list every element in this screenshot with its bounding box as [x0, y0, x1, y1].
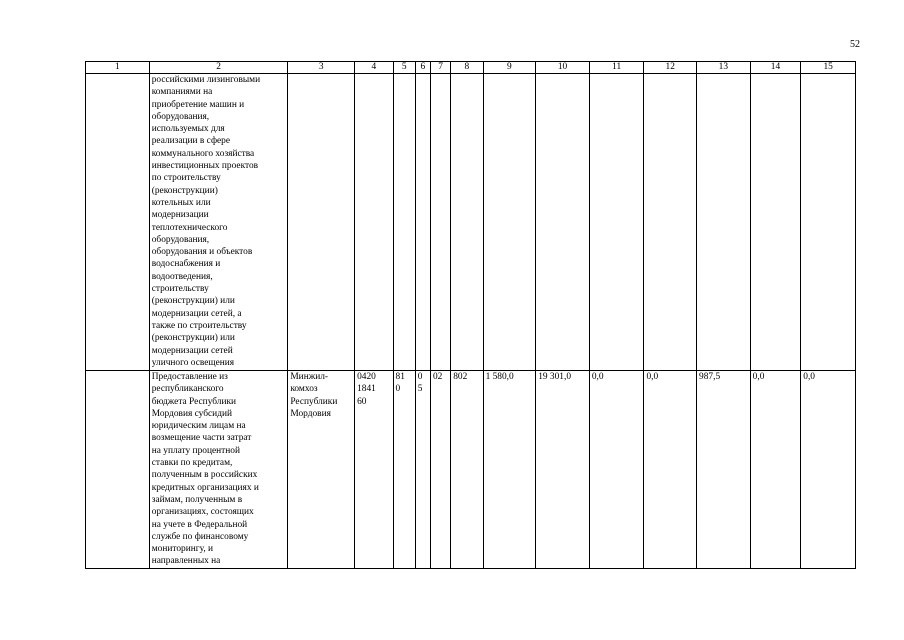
text-line: бюджета Республики [151, 396, 237, 407]
text-line: приобретение машин и [151, 99, 245, 110]
cell-description [149, 74, 288, 371]
cell-col14: 0,0 [750, 371, 801, 569]
cell-col10: 19 301,0 [536, 371, 590, 569]
page-number: 52 [850, 39, 860, 50]
cell-col12 [644, 74, 697, 371]
text-line: котельных или [151, 197, 211, 208]
column-header: 8 [451, 62, 483, 74]
text-line: по строительству [151, 173, 221, 184]
text-line: кредитных организациях и [151, 482, 259, 493]
column-header: 14 [750, 62, 801, 74]
text-line: комхоз [290, 384, 318, 395]
cell-col7 [430, 74, 450, 371]
text-line: реализации в сфере [151, 136, 231, 147]
text-line: также по строительству [151, 320, 247, 331]
text-line: (реконструкции) [151, 185, 218, 196]
text-line: республиканского [151, 384, 224, 395]
cell-col8: 802 [451, 371, 483, 569]
cell-col9 [483, 74, 536, 371]
column-header: 5 [393, 62, 415, 74]
cell-number [86, 74, 150, 371]
text-line: Мордовия [290, 408, 331, 419]
cell-col15: 0,0 [801, 371, 856, 569]
cell-col5 [393, 371, 415, 569]
text-line: Республики [290, 396, 338, 407]
text-line: модернизации сетей [151, 345, 233, 356]
text-line: 81 [395, 372, 405, 382]
text-line: коммунального хозяйства [151, 148, 255, 159]
text-line: компаниями на [151, 87, 213, 98]
column-header: 11 [589, 62, 644, 74]
text-line: (реконструкции) или [151, 333, 235, 344]
text-line: Мордовия субсидий [151, 408, 232, 419]
text-line: 60 [357, 396, 367, 407]
text-line: строительству [151, 284, 209, 295]
text-line: юридическим лицам на [151, 421, 246, 432]
cell-executor [288, 371, 355, 569]
cell-col5 [393, 74, 415, 371]
budget-table [85, 61, 856, 569]
column-header: 3 [288, 62, 355, 74]
text-line: возмещение части затрат [151, 433, 252, 444]
column-header: 9 [483, 62, 536, 74]
text-line: водоснабжения и [151, 259, 221, 270]
cell-col9: 1 580,0 [483, 371, 536, 569]
text-line: ставки по кредитам, [151, 458, 233, 469]
text-line: мониторингу, и [151, 544, 214, 555]
text-line: службе по финансовому [151, 531, 249, 542]
text-line: Предоставление из [151, 372, 228, 382]
text-line: модернизации [151, 210, 209, 221]
text-line: модернизации сетей, а [151, 308, 242, 319]
text-line: уличного освещения [151, 357, 235, 368]
cell-code [355, 371, 393, 569]
column-header: 6 [415, 62, 430, 74]
text-line: используемых для [151, 124, 225, 135]
text-line: инвестиционных проектов [151, 161, 259, 172]
cell-col6 [415, 371, 430, 569]
text-line: организациях, состоящих [151, 507, 254, 518]
column-header: 12 [644, 62, 697, 74]
text-line: полученным в российских [151, 470, 258, 481]
text-line: (реконструкции) или [151, 296, 235, 307]
cell-col11 [589, 74, 644, 371]
column-header: 15 [801, 62, 856, 74]
column-header: 13 [697, 62, 751, 74]
cell-col12: 0,0 [644, 371, 697, 569]
text-line: оборудования, [151, 234, 210, 245]
cell-col8 [451, 74, 483, 371]
table-header-row [86, 62, 856, 74]
column-header: 1 [86, 62, 150, 74]
text-line: оборудования и объектов [151, 247, 253, 258]
cell-col14 [750, 74, 801, 371]
cell-col6 [415, 74, 430, 371]
table-row [86, 371, 856, 569]
cell-col10 [536, 74, 590, 371]
text-line: 0 [395, 384, 401, 395]
text-line: на уплату процентной [151, 445, 240, 456]
cell-number [86, 371, 150, 569]
column-header: 7 [430, 62, 450, 74]
text-line: Минжил- [290, 372, 329, 382]
text-line: 0420 [357, 372, 376, 382]
column-header: 10 [536, 62, 590, 74]
text-line: 5 [417, 384, 423, 395]
cell-col11: 0,0 [589, 371, 644, 569]
cell-col7: 02 [430, 371, 450, 569]
text-line: теплотехнического [151, 222, 228, 233]
cell-col13 [697, 74, 751, 371]
text-line: водоотведения, [151, 271, 213, 282]
table-row [86, 74, 856, 371]
text-line: направленных на [151, 556, 221, 567]
text-line: 0 [417, 372, 423, 382]
cell-executor [288, 74, 355, 371]
text-line: оборудования, [151, 111, 210, 122]
cell-col13: 987,5 [697, 371, 751, 569]
cell-code [355, 74, 393, 371]
text-line: на учете в Федеральной [151, 519, 248, 530]
text-line: займам, полученным в [151, 494, 243, 505]
column-header: 4 [355, 62, 393, 74]
cell-col15 [801, 74, 856, 371]
column-header: 2 [149, 62, 288, 74]
cell-description [149, 371, 288, 569]
text-line: российскими лизинговыми [151, 75, 261, 85]
text-line: 1841 [357, 384, 376, 395]
